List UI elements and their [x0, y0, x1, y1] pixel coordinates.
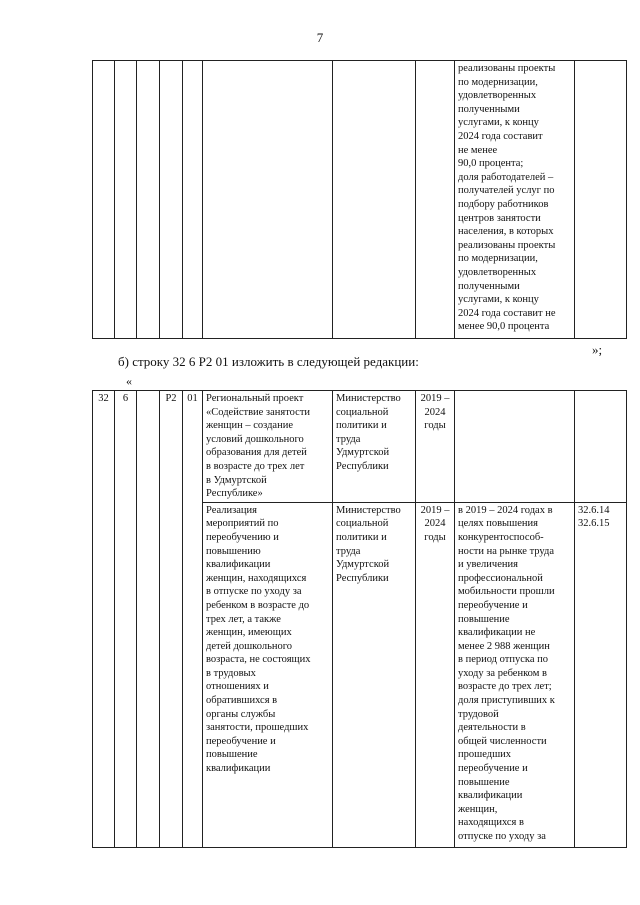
link-cell: 32.6.14 32.6.15: [575, 502, 627, 847]
code-cell: [137, 391, 160, 848]
link-cell: [575, 391, 627, 503]
executor-cell: Министерство социальной политики и труда Удмуртской Республики: [333, 391, 416, 503]
table-row: [93, 61, 627, 339]
name-cell: Региональный проект «Содействие занятости женщин – создание условий дошкольного образования для детей в возрасте до трех лет в Удмуртской Республике»: [203, 391, 333, 503]
table-cell: [93, 61, 115, 339]
page-number: 7: [316, 30, 324, 45]
table-cell: [160, 61, 183, 339]
closing-quote: »;: [592, 342, 603, 357]
code-cell: 32: [93, 391, 115, 848]
opening-quote: «: [126, 374, 132, 388]
table-row: [93, 391, 627, 503]
table-cell: [203, 61, 333, 339]
table-amended-row: [92, 390, 627, 848]
table-continuation: [92, 60, 627, 339]
result-cell: [455, 391, 575, 503]
code-cell: 6: [115, 391, 137, 848]
table-cell: [183, 61, 203, 339]
name-cell: Реализация мероприятий по переобучению и повышению квалификации женщин, находящихся в отпуске по уходу за ребенком в возрасте до трех лет, а также женщин, имеющих детей дошкольного возраста, не состоящих в трудовых отношениях и обратившихся в органы службы занятости, прошедших переобучение и повышение квалификации: [203, 502, 333, 847]
result-cell: реализованы проекты по модернизации, удовлетворенных полученными услугами, к концу 2024 года составит не менее 90,0 процента; доля работодателей – получателей услуг по подбору работников центров занятости населения, в которых реализованы проекты по модернизации, удовлетворенных полученными услугами, к концу 2024 года составит не менее 90,0 процента: [455, 61, 575, 339]
period-cell: 2019 – 2024 годы: [416, 502, 455, 847]
table-cell: [416, 61, 455, 339]
table-cell: [115, 61, 137, 339]
code-cell: 01: [183, 391, 203, 848]
table-cell: [575, 61, 627, 339]
table-cell: [333, 61, 416, 339]
period-cell: 2019 – 2024 годы: [416, 391, 455, 503]
code-cell: Р2: [160, 391, 183, 848]
executor-cell: Министерство социальной политики и труда Удмуртской Республики: [333, 502, 416, 847]
amendment-caption: б) строку 32 6 Р2 01 изложить в следующей редакции:: [118, 354, 419, 369]
result-cell: в 2019 – 2024 годах в целях повышения конкурентоспособ- ности на рынке труда и увеличения профессиональной мобильности прошли переобучение и повышение квалификации не менее 2 988 женщин в период отпуска по уходу за ребенком в возрасте до трех лет; доля приступивших к трудовой деятельности в общей численности прошедших переобучение и повышение квалификации женщин, находящихся в отпуске по уходу за: [455, 502, 575, 847]
table-cell: [137, 61, 160, 339]
